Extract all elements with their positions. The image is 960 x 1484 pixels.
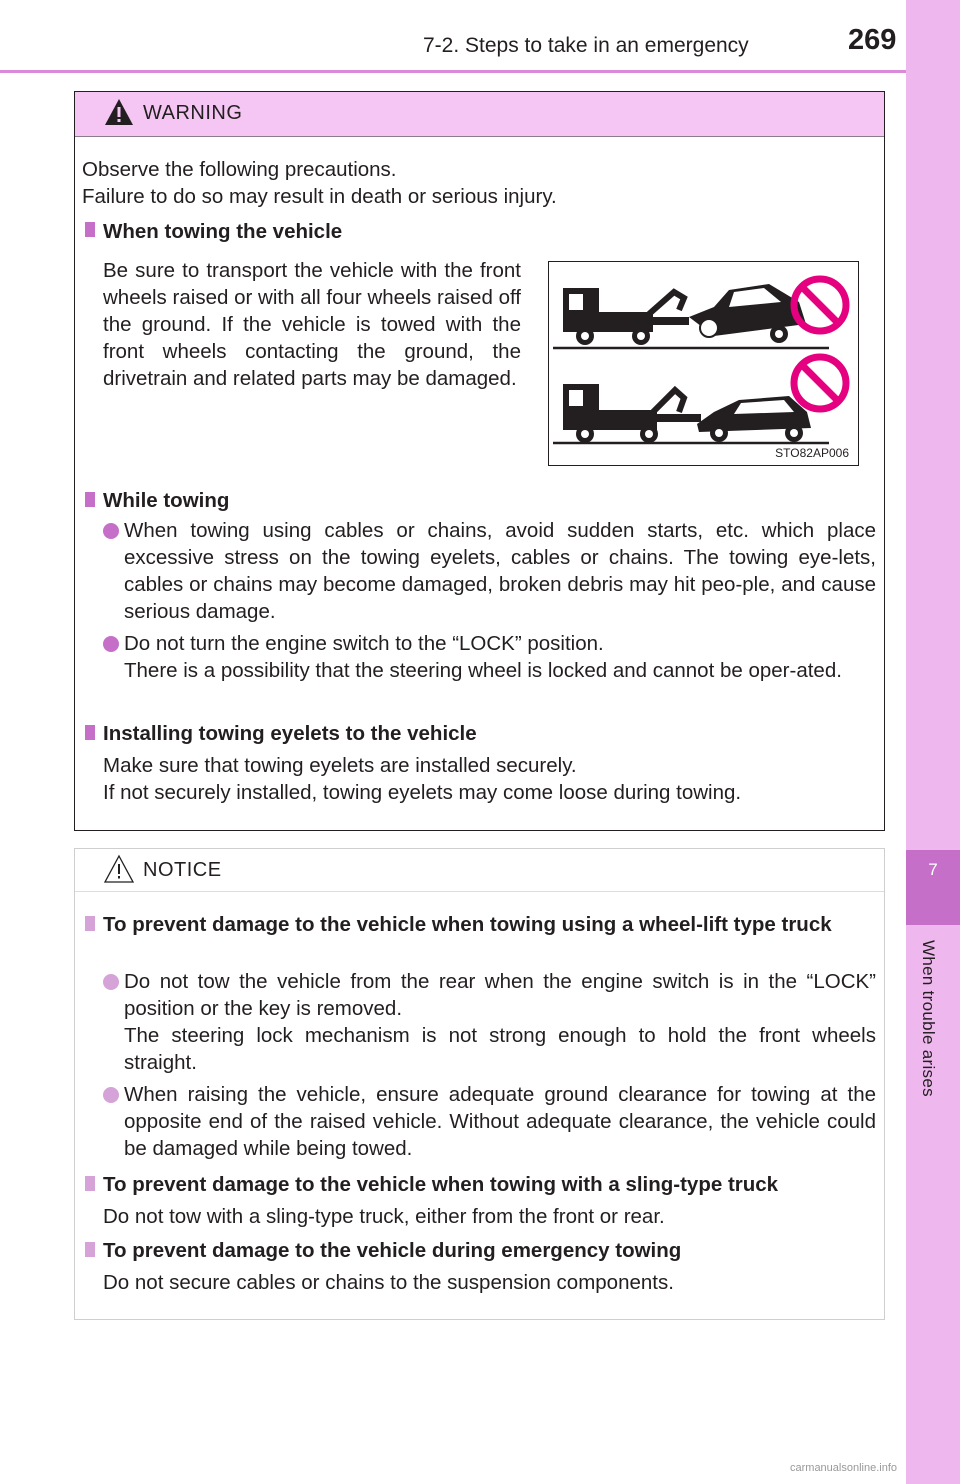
section-marker bbox=[85, 222, 95, 237]
bullet-dot bbox=[103, 523, 119, 539]
warning-icon bbox=[103, 96, 135, 128]
notice-s2-text: Do not tow with a sling-type truck, either from the front or rear. bbox=[103, 1205, 665, 1228]
chapter-title: When trouble arises bbox=[919, 940, 938, 1097]
section-marker bbox=[85, 916, 95, 931]
prohibited-icon-lower bbox=[794, 357, 846, 409]
tow-scene-upper bbox=[553, 284, 829, 348]
bullet-dot bbox=[103, 636, 119, 652]
section-title: 7-2. Steps to take in an emergency bbox=[423, 34, 749, 57]
warning-header bbox=[75, 92, 884, 137]
warning-s2-bullet2-line1: Do not turn the engine switch to the “LOCK” position. bbox=[124, 632, 604, 655]
warning-s2-bullet1: When towing using cables or chains, avoid sudden starts, etc. which place excessive stress on the towing eyelets, cables or chains. The towing eye-lets, cables or chains may become damaged, broken debris may hit peo-ple, and cause serious damage. bbox=[124, 519, 876, 623]
chapter-sidebar bbox=[906, 0, 960, 1484]
notice-s1-bullet2: When raising the vehicle, ensure adequate ground clearance for towing at the opposite end of the raised vehicle. Without adequate clearance, the vehicle could be damaged while being towed. bbox=[124, 1083, 876, 1160]
prohibited-icon-upper bbox=[794, 279, 846, 331]
notice-header bbox=[75, 849, 884, 892]
warning-intro-1: Observe the following precautions. bbox=[82, 158, 397, 181]
warning-s2-title: While towing bbox=[103, 489, 230, 512]
figure-code: STO82AP006 bbox=[775, 446, 849, 460]
warning-s2-bullet2-line2: There is a possibility that the steering wheel is locked and cannot be oper-ated. bbox=[124, 659, 842, 682]
page-number: 269 bbox=[848, 24, 897, 56]
section-marker bbox=[85, 1242, 95, 1257]
warning-intro-2: Failure to do so may result in death or serious injury. bbox=[82, 185, 557, 208]
notice-s1-bullet1-line2: The steering lock mechanism is not strong enough to hold the front wheels straight. bbox=[124, 1024, 876, 1074]
chapter-number: 7 bbox=[906, 850, 960, 925]
bullet-dot bbox=[103, 1087, 119, 1103]
warning-s1-title: When towing the vehicle bbox=[103, 220, 343, 243]
warning-s3-line2: If not securely installed, towing eyelets may come loose during towing. bbox=[103, 781, 742, 804]
warning-s3-title: Installing towing eyelets to the vehicle bbox=[103, 722, 477, 745]
warning-s1-text: Be sure to transport the vehicle with the front wheels raised or with all four wheels raised off the ground. If the vehicle is towed with the front wheels contacting the ground, the drivetrain and related parts may be damaged. bbox=[103, 259, 521, 390]
notice-icon bbox=[103, 853, 135, 885]
towing-illustration bbox=[548, 261, 859, 466]
warning-title: WARNING bbox=[143, 102, 243, 124]
footer-watermark: carmanualsonline.info bbox=[790, 1462, 898, 1474]
bullet-dot bbox=[103, 974, 119, 990]
notice-s3-text: Do not secure cables or chains to the suspension components. bbox=[103, 1271, 674, 1294]
notice-title: NOTICE bbox=[143, 859, 222, 881]
warning-s3-line1: Make sure that towing eyelets are installed securely. bbox=[103, 754, 577, 777]
notice-s3-title: To prevent damage to the vehicle during emergency towing bbox=[103, 1239, 682, 1262]
notice-s1-bullet1-line1: Do not tow the vehicle from the rear when the engine switch is in the “LOCK” position or the key is removed. bbox=[124, 970, 876, 1020]
notice-s1-title: To prevent damage to the vehicle when towing using a wheel-lift type truck bbox=[103, 913, 832, 936]
tow-scene-lower bbox=[553, 384, 829, 443]
tow-truck-diagram bbox=[549, 262, 858, 465]
section-marker bbox=[85, 1176, 95, 1191]
section-marker bbox=[85, 725, 95, 740]
header-rule bbox=[0, 70, 906, 73]
section-marker bbox=[85, 492, 95, 507]
notice-s2-title: To prevent damage to the vehicle when towing with a sling-type truck bbox=[103, 1173, 779, 1196]
